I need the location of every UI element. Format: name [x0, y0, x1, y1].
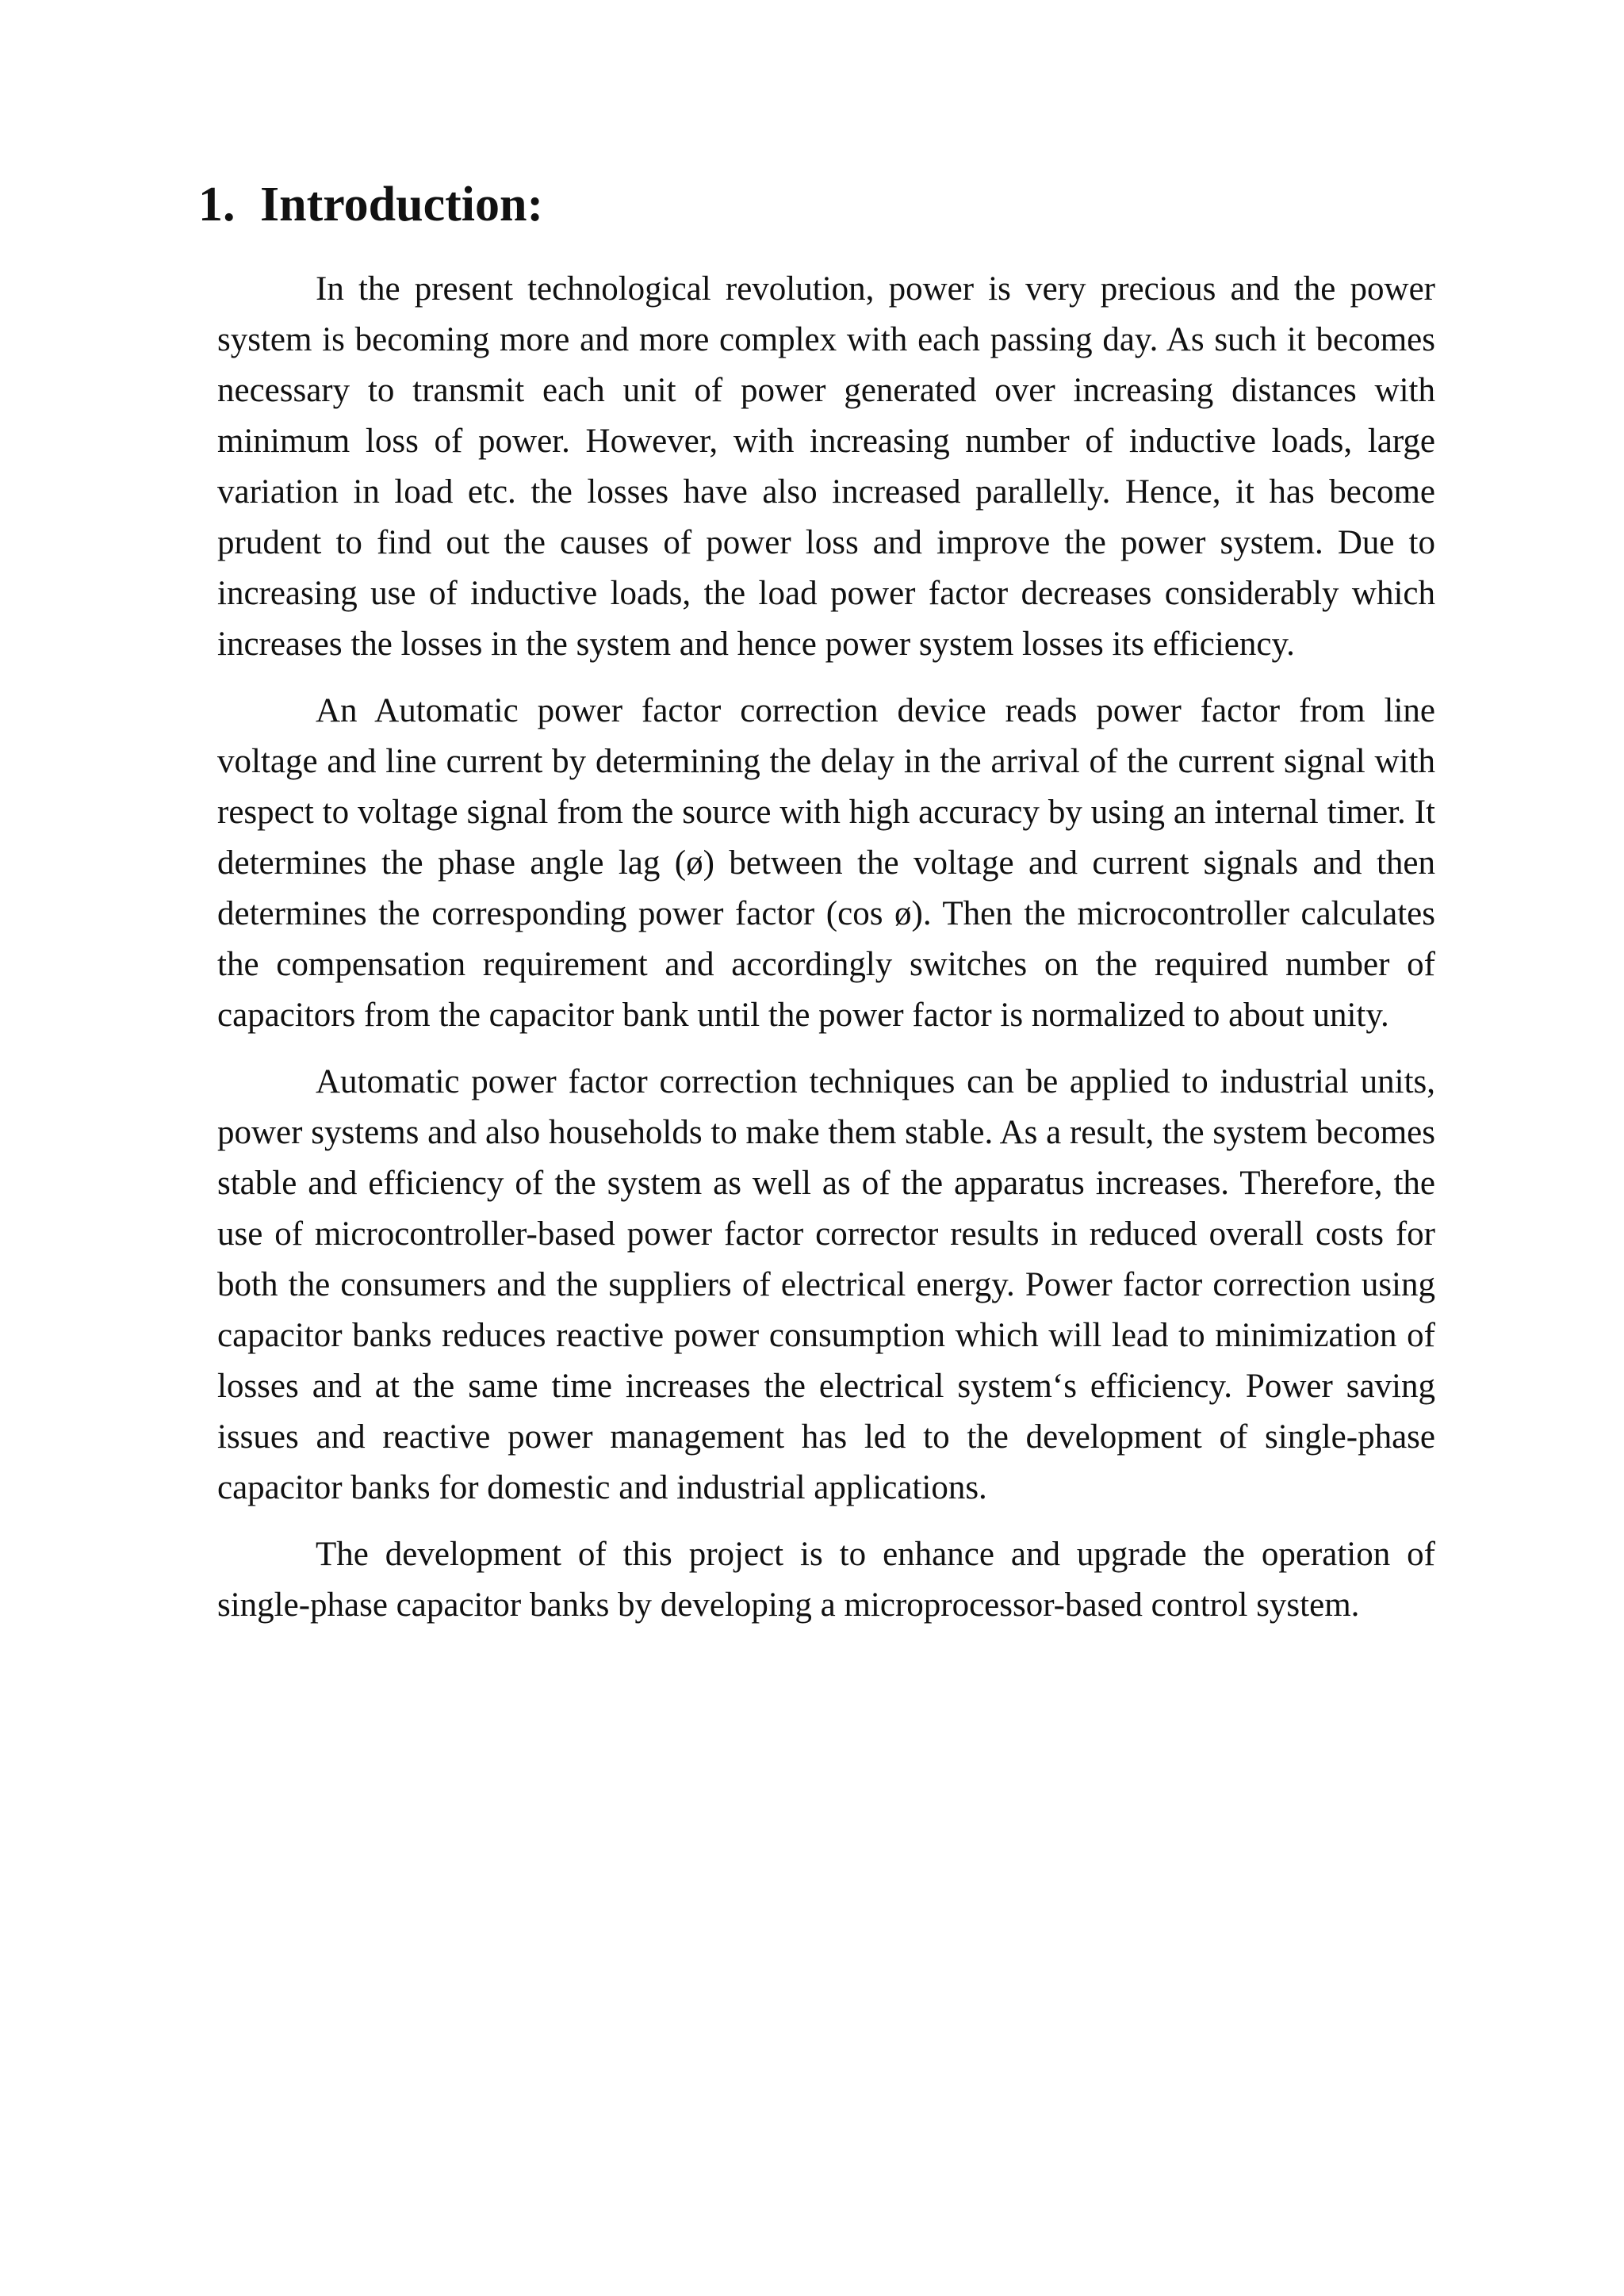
paragraph-1: In the present technological revolution, power is very precious and the power system is becoming more and more complex with each passing day. As such it becomes necessary to transmit each unit of power generated over increasing distances with minimum loss of power. However, with increasing number of inductive loads, large variation in load etc. the losses have also increased parallelly. Hence, it has become prudent to find out the causes of power loss and improve the power system. Due to increasing use of inductive loads, the load power factor decreases considerably which increases the losses in the system and hence power system losses its efficiency.	[217, 270, 1435, 663]
section-number: 1.	[198, 178, 236, 232]
body-text	[217, 264, 1435, 1647]
paragraph-2: An Automatic power factor correction device reads power factor from line voltage and line current by determining the delay in the arrival of the current signal with respect to voltage signal from the source with high accuracy by using an internal timer. It determines the phase angle lag (ø) between the voltage and current signals and then determines the corresponding power factor (cos ø). Then the microcontroller calculates the compensation requirement and accordingly switches on the required number of capacitors from the capacitor bank until the power factor is normalized to about unity.	[217, 692, 1435, 1034]
section-heading	[198, 173, 543, 236]
paragraph-4: The development of this project is to enhance and upgrade the operation of single-phase capacitor banks by developing a microprocessor-based control system.	[217, 1536, 1435, 1624]
section-title: Introduction:	[260, 178, 544, 232]
paragraph-3: Automatic power factor correction techniques can be applied to industrial units, power systems and also households to make them stable. As a result, the system becomes stable and efficiency of the system as well as of the apparatus increases. Therefore, the use of microcontroller-based power factor corrector results in reduced overall costs for both the consumers and the suppliers of electrical energy. Power factor correction using capacitor banks reduces reactive power consumption which will lead to minimization of losses and at the same time increases the electrical system‘s efficiency. Power saving issues and reactive power management has led to the development of single-phase capacitor banks for domestic and industrial applications.	[217, 1063, 1435, 1506]
